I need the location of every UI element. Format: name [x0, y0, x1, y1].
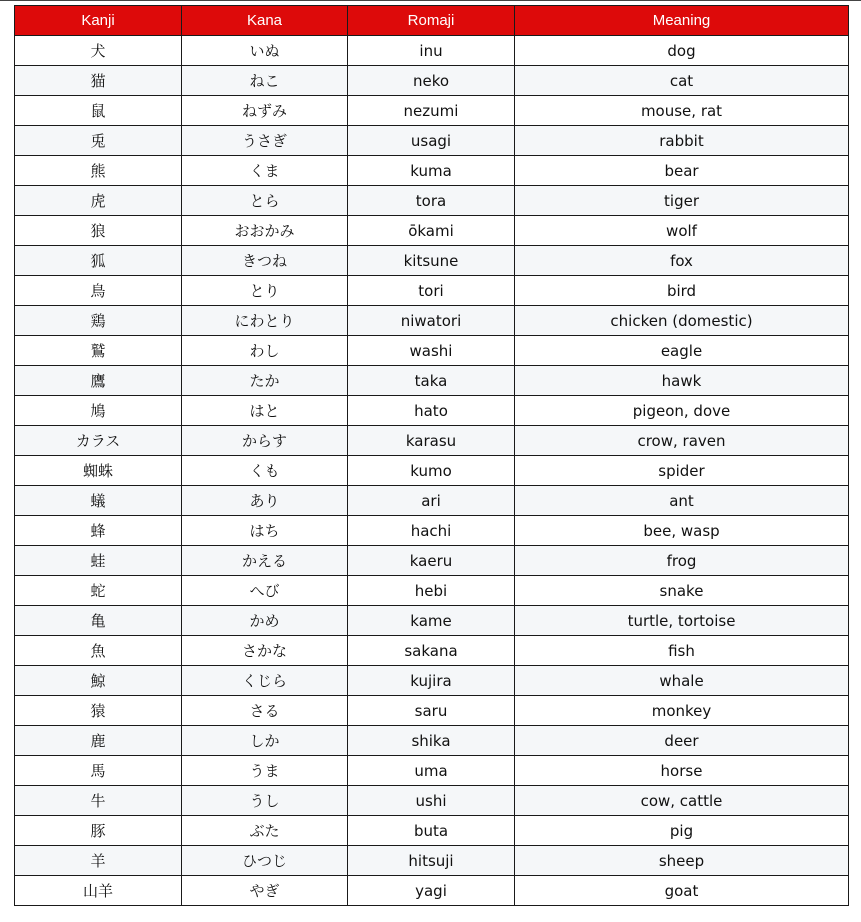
cell-romaji: shika — [348, 726, 515, 756]
table-row — [15, 666, 849, 696]
cell-romaji: inu — [348, 36, 515, 66]
cell-meaning: tiger — [515, 186, 849, 216]
table-row — [15, 246, 849, 276]
cell-meaning: eagle — [515, 336, 849, 366]
cell-meaning: monkey — [515, 696, 849, 726]
cell-romaji: sakana — [348, 636, 515, 666]
cell-romaji: ushi — [348, 786, 515, 816]
cell-kanji: 鹿 — [15, 726, 182, 756]
header-meaning: Meaning — [515, 6, 849, 36]
table-row — [15, 816, 849, 846]
cell-romaji: tora — [348, 186, 515, 216]
table-row — [15, 456, 849, 486]
cell-kanji: 牛 — [15, 786, 182, 816]
cell-kana: にわとり — [182, 306, 348, 336]
cell-meaning: sheep — [515, 846, 849, 876]
header-kanji: Kanji — [15, 6, 182, 36]
cell-kana: かめ — [182, 606, 348, 636]
top-divider — [0, 0, 861, 1]
cell-kana: ひつじ — [182, 846, 348, 876]
table-row — [15, 156, 849, 186]
cell-kana: さかな — [182, 636, 348, 666]
header-row — [15, 6, 849, 36]
cell-kana: いぬ — [182, 36, 348, 66]
cell-kana: とら — [182, 186, 348, 216]
cell-kana: とり — [182, 276, 348, 306]
cell-kana: ねずみ — [182, 96, 348, 126]
table-row — [15, 396, 849, 426]
animal-vocabulary-table — [14, 5, 849, 906]
cell-romaji: neko — [348, 66, 515, 96]
cell-kanji: 虎 — [15, 186, 182, 216]
cell-romaji: ari — [348, 486, 515, 516]
table-row — [15, 486, 849, 516]
cell-kanji: 羊 — [15, 846, 182, 876]
table-header — [15, 6, 849, 36]
cell-meaning: bear — [515, 156, 849, 186]
table-row — [15, 636, 849, 666]
table-row — [15, 756, 849, 786]
cell-romaji: yagi — [348, 876, 515, 906]
cell-meaning: mouse, rat — [515, 96, 849, 126]
cell-kana: しか — [182, 726, 348, 756]
table-row — [15, 576, 849, 606]
table-row — [15, 126, 849, 156]
table-row — [15, 36, 849, 66]
cell-meaning: whale — [515, 666, 849, 696]
cell-kana: くじら — [182, 666, 348, 696]
table-row — [15, 516, 849, 546]
table-row — [15, 426, 849, 456]
cell-meaning: wolf — [515, 216, 849, 246]
cell-kana: くま — [182, 156, 348, 186]
cell-romaji: kitsune — [348, 246, 515, 276]
cell-kanji: 蛙 — [15, 546, 182, 576]
cell-meaning: goat — [515, 876, 849, 906]
cell-kana: うし — [182, 786, 348, 816]
cell-romaji: hebi — [348, 576, 515, 606]
cell-kanji: 蛇 — [15, 576, 182, 606]
cell-romaji: hachi — [348, 516, 515, 546]
cell-romaji: kujira — [348, 666, 515, 696]
cell-meaning: rabbit — [515, 126, 849, 156]
cell-kana: はと — [182, 396, 348, 426]
cell-romaji: uma — [348, 756, 515, 786]
cell-meaning: bee, wasp — [515, 516, 849, 546]
cell-kanji: 猫 — [15, 66, 182, 96]
cell-kanji: 豚 — [15, 816, 182, 846]
cell-kana: はち — [182, 516, 348, 546]
table-row — [15, 276, 849, 306]
cell-kana: からす — [182, 426, 348, 456]
cell-kanji: 熊 — [15, 156, 182, 186]
table-row — [15, 336, 849, 366]
cell-kana: ぶた — [182, 816, 348, 846]
cell-romaji: nezumi — [348, 96, 515, 126]
cell-meaning: hawk — [515, 366, 849, 396]
table-row — [15, 696, 849, 726]
cell-meaning: fish — [515, 636, 849, 666]
cell-meaning: cat — [515, 66, 849, 96]
header-kana: Kana — [182, 6, 348, 36]
cell-romaji: washi — [348, 336, 515, 366]
table-row — [15, 186, 849, 216]
cell-kanji: 蜘蛛 — [15, 456, 182, 486]
cell-kana: おおかみ — [182, 216, 348, 246]
cell-romaji: kame — [348, 606, 515, 636]
cell-romaji: tori — [348, 276, 515, 306]
cell-meaning: horse — [515, 756, 849, 786]
table-row — [15, 66, 849, 96]
cell-meaning: cow, cattle — [515, 786, 849, 816]
cell-kana: へび — [182, 576, 348, 606]
cell-romaji: buta — [348, 816, 515, 846]
cell-meaning: dog — [515, 36, 849, 66]
cell-kanji: 鼠 — [15, 96, 182, 126]
table-row — [15, 846, 849, 876]
cell-kanji: 鯨 — [15, 666, 182, 696]
cell-kana: わし — [182, 336, 348, 366]
cell-kanji: 鶏 — [15, 306, 182, 336]
cell-kana: ねこ — [182, 66, 348, 96]
cell-romaji: kaeru — [348, 546, 515, 576]
cell-romaji: saru — [348, 696, 515, 726]
cell-meaning: bird — [515, 276, 849, 306]
cell-kanji: 鳥 — [15, 276, 182, 306]
table-row — [15, 546, 849, 576]
cell-kanji: 狐 — [15, 246, 182, 276]
cell-romaji: ōkami — [348, 216, 515, 246]
cell-kanji: 魚 — [15, 636, 182, 666]
cell-kanji: 亀 — [15, 606, 182, 636]
cell-kanji: カラス — [15, 426, 182, 456]
cell-kanji: 鷲 — [15, 336, 182, 366]
cell-romaji: niwatori — [348, 306, 515, 336]
cell-meaning: pigeon, dove — [515, 396, 849, 426]
cell-kana: うま — [182, 756, 348, 786]
cell-romaji: usagi — [348, 126, 515, 156]
cell-meaning: turtle, tortoise — [515, 606, 849, 636]
cell-romaji: kumo — [348, 456, 515, 486]
cell-kanji: 狼 — [15, 216, 182, 246]
cell-kana: あり — [182, 486, 348, 516]
cell-kana: さる — [182, 696, 348, 726]
cell-romaji: taka — [348, 366, 515, 396]
cell-meaning: fox — [515, 246, 849, 276]
table-row — [15, 366, 849, 396]
table-row — [15, 606, 849, 636]
cell-meaning: ant — [515, 486, 849, 516]
header-romaji: Romaji — [348, 6, 515, 36]
cell-kanji: 蟻 — [15, 486, 182, 516]
cell-meaning: snake — [515, 576, 849, 606]
cell-kanji: 蜂 — [15, 516, 182, 546]
cell-romaji: kuma — [348, 156, 515, 186]
cell-kanji: 山羊 — [15, 876, 182, 906]
cell-kana: きつね — [182, 246, 348, 276]
cell-kanji: 猿 — [15, 696, 182, 726]
cell-kanji: 犬 — [15, 36, 182, 66]
cell-kana: かえる — [182, 546, 348, 576]
table-body — [15, 36, 849, 906]
cell-kana: たか — [182, 366, 348, 396]
cell-meaning: frog — [515, 546, 849, 576]
table-row — [15, 306, 849, 336]
cell-romaji: hato — [348, 396, 515, 426]
cell-meaning: pig — [515, 816, 849, 846]
cell-kanji: 馬 — [15, 756, 182, 786]
cell-meaning: deer — [515, 726, 849, 756]
table-row — [15, 876, 849, 906]
table-row — [15, 786, 849, 816]
cell-meaning: crow, raven — [515, 426, 849, 456]
cell-kanji: 兎 — [15, 126, 182, 156]
table-row — [15, 216, 849, 246]
table-row — [15, 96, 849, 126]
cell-romaji: hitsuji — [348, 846, 515, 876]
cell-romaji: karasu — [348, 426, 515, 456]
cell-meaning: chicken (domestic) — [515, 306, 849, 336]
cell-meaning: spider — [515, 456, 849, 486]
table-row — [15, 726, 849, 756]
cell-kana: くも — [182, 456, 348, 486]
cell-kana: うさぎ — [182, 126, 348, 156]
cell-kanji: 鳩 — [15, 396, 182, 426]
cell-kanji: 鷹 — [15, 366, 182, 396]
cell-kana: やぎ — [182, 876, 348, 906]
